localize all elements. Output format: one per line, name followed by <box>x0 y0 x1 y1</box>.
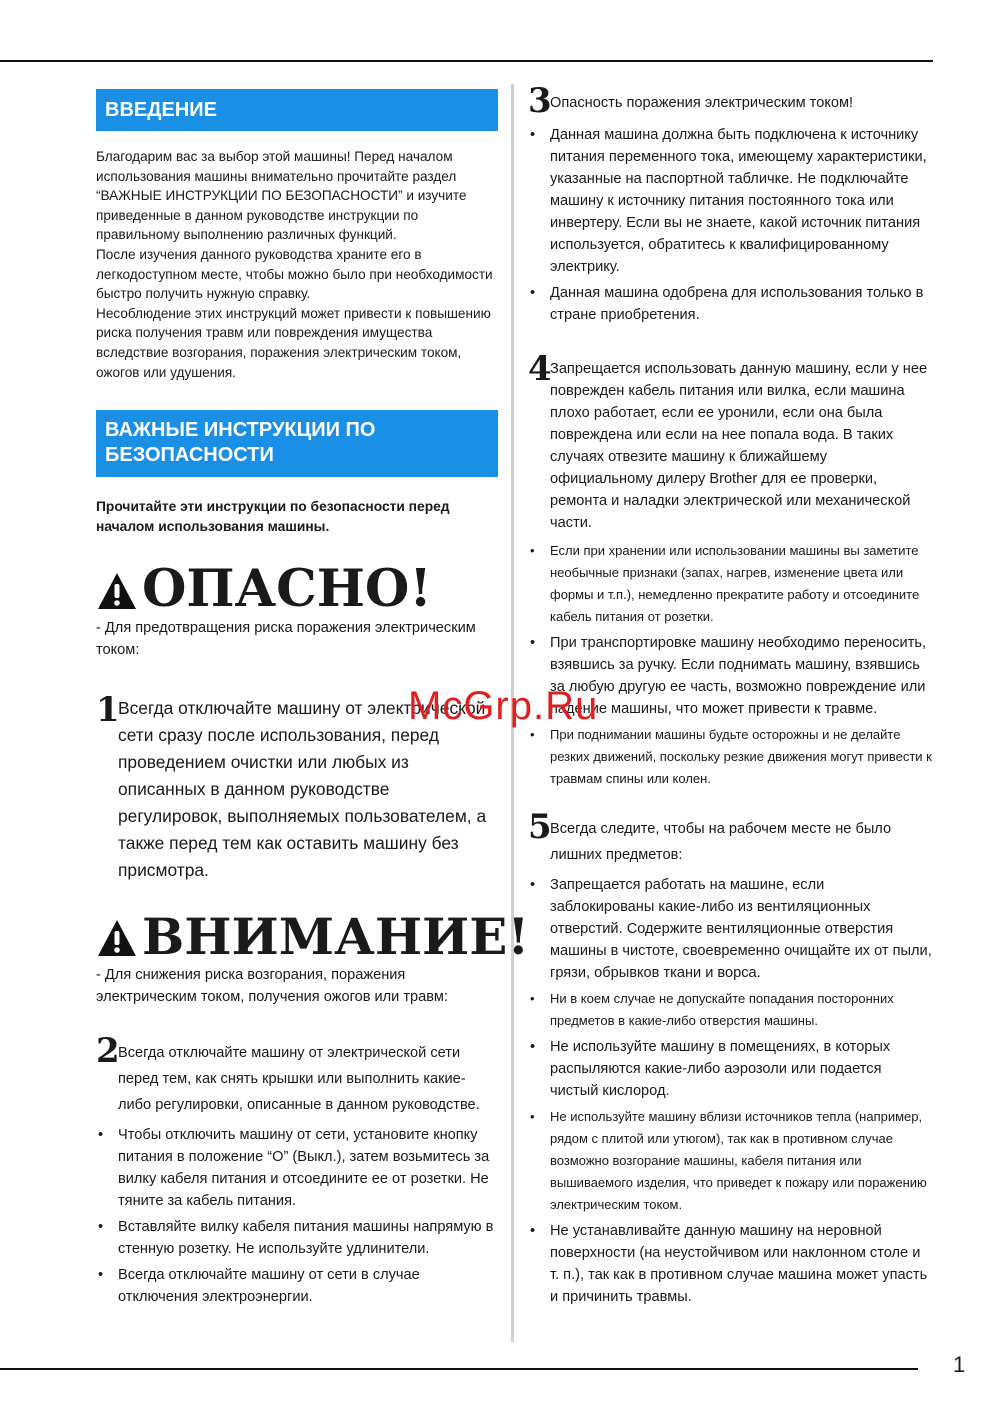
bullet-item: • Чтобы отключить машину от сети, установите кнопку питания в положение “O” (Выкл.), затем возьмитесь за вилку кабеля питания и отсоедините ее от розетки. Не тяните за кабель питания. <box>96 1124 498 1212</box>
intro-text <box>96 147 498 382</box>
step-number: 2 <box>96 1031 120 1072</box>
caution-subtitle: - Для снижения риска возгорания, поражения электрическим током, получения ожогов или травм: <box>96 967 448 1006</box>
warning-triangle-icon <box>96 918 138 958</box>
step-text: Опасность поражения электрическим током! <box>550 95 854 111</box>
step-number: 3 <box>528 81 552 121</box>
step-2-bullets <box>96 1124 498 1308</box>
step-number: 4 <box>528 349 552 389</box>
warning-triangle-icon <box>96 571 138 611</box>
safety-read-note: Прочитайте эти инструкции по безопасности перед началом использования машины. <box>96 499 450 535</box>
step-4 <box>528 349 932 534</box>
step-3-bullets <box>528 124 932 326</box>
step-text: Всегда следите, чтобы на рабочем месте не было лишних предметов: <box>550 821 892 863</box>
bullet-item: • При транспортировке машину необходимо переносить, взявшись за ручку. Если поднимать машину, взявшись за любую другую ее часть, возможно повреждение или падение машины, что может привести к травме. <box>528 632 932 720</box>
bullet-item: • Всегда отключайте машину от сети в случае отключения электроэнергии. <box>96 1264 498 1308</box>
step-2 <box>96 1031 498 1118</box>
caution-heading <box>96 904 530 967</box>
step-text: Всегда отключайте машину от электрической сети перед тем, как снять крышки или выполнить какие-либо регулировки, описанные в данном руководстве. <box>118 1045 480 1114</box>
bullet-item: • Не устанавливайте данную машину на неровной поверхности (на неустойчивом или наклонном столе и т. п.), так как в противном случае машина может упасть и причинить травмы. <box>528 1220 932 1308</box>
bullet-item: • Вставляйте вилку кабеля питания машины напрямую в стенную розетку. Не используйте удлинители. <box>96 1216 498 1260</box>
step-5 <box>528 807 932 868</box>
watermark: McGrp.Ru <box>408 684 599 728</box>
bullet-item: • Не используйте машину в помещениях, в которых распыляются какие-либо аэрозоли или подается чистый кислород. <box>528 1036 932 1102</box>
step-5-bullets <box>528 874 932 1308</box>
bullet-item: • Если при хранении или использовании машины вы заметите необычные признаки (запах, нагрев, изменение цвета или формы и т.п.), немедленно прекратите работу и отсоедините кабель питания от розетки. <box>528 540 932 628</box>
danger-subtitle: - Для предотвращения риска поражения электрическим током: <box>96 620 476 659</box>
page-number: 1 <box>953 1352 966 1377</box>
step-text: Запрещается использовать данную машину, если у нее поврежден кабель питания или вилка, если машина плохо работает, если ее уронили, если она была повреждена или если на нее попала вода. В таких случаях отвезите машину к ближайшему официальному дилеру Brother для ее проверки, ремонта и наладки электрической или механической части. <box>550 361 928 531</box>
top-rule <box>0 60 933 62</box>
intro-title: ВВЕДЕНИЕ <box>96 89 498 131</box>
intro-paragraph: Благодарим вас за выбор этой машины! Перед началом использования машины внимательно прочитайте раздел “ВАЖНЫЕ ИНСТРУКЦИИ ПО БЕЗОПАСНОСТИ” и изучите приведенные в данном руководстве инструкции по правильному выполнению различных функций. <box>96 149 467 243</box>
bullet-item: • Данная машина одобрена для использования только в стране приобретения. <box>528 282 932 326</box>
bullet-item: • Ни в коем случае не допускайте попадания посторонних предметов в какие-либо отверстия машины. <box>528 988 932 1032</box>
caution-heading-text: ВНИМАНИЕ! <box>142 907 530 967</box>
step-text: Всегда отключайте машину от электрической сети сразу после использования, перед проведением очистки или любых из описанных в данном руководстве регулировок, выполняемых пользователем, а также перед тем как оставить машину без присмотра. <box>118 698 487 881</box>
danger-heading-text: ОПАСНО! <box>142 559 432 620</box>
step-4-bullets <box>528 540 932 790</box>
bullet-item: • Запрещается работать на машине, если заблокированы какие-либо из вентиляционных отверстий. Содержите вентиляционные отверстия машины в чистоте, своевременно очищайте их от пыли, грязи, обрывков ткани и ворса. <box>528 874 932 984</box>
bottom-rule <box>0 1368 918 1370</box>
bullet-item: • При поднимании машины будьте осторожны и не делайте резких движений, поскольку резкие движения могут привести к травмам спины или колен. <box>528 724 932 790</box>
danger-heading <box>96 559 498 620</box>
step-number: 1 <box>96 690 120 731</box>
bullet-item: • Данная машина должна быть подключена к источнику питания переменного тока, имеющему характеристики, указанные на паспортной табличке. Не подключайте машину к источнику питания постоянного тока или инвертеру. Если вы не знаете, какой источник питания используется, обратитесь к квалифицированному электрику. <box>528 124 932 278</box>
intro-paragraph: Несоблюдение этих инструкций может привести к повышению риска получения травм или повреждения имущества вследствие возгорания, поражения электрическим током, ожогов или удушения. <box>96 305 491 380</box>
safety-title: ВАЖНЫЕ ИНСТРУКЦИИ ПО БЕЗОПАСНОСТИ <box>96 410 498 477</box>
intro-paragraph: После изучения данного руководства храните его в легкодоступном месте, чтобы можно было при необходимости быстро получить нужную справку. <box>96 246 493 302</box>
bullet-item: • Не используйте машину вблизи источников тепла (например, рядом с плитой или утюгом), так как в противном случае возможно возгорание машины, кабеля питания или вышиваемого изделия, что приведет к пожару или поражению электрическим током. <box>528 1106 932 1216</box>
step-number: 5 <box>528 807 552 847</box>
step-3 <box>528 81 932 121</box>
